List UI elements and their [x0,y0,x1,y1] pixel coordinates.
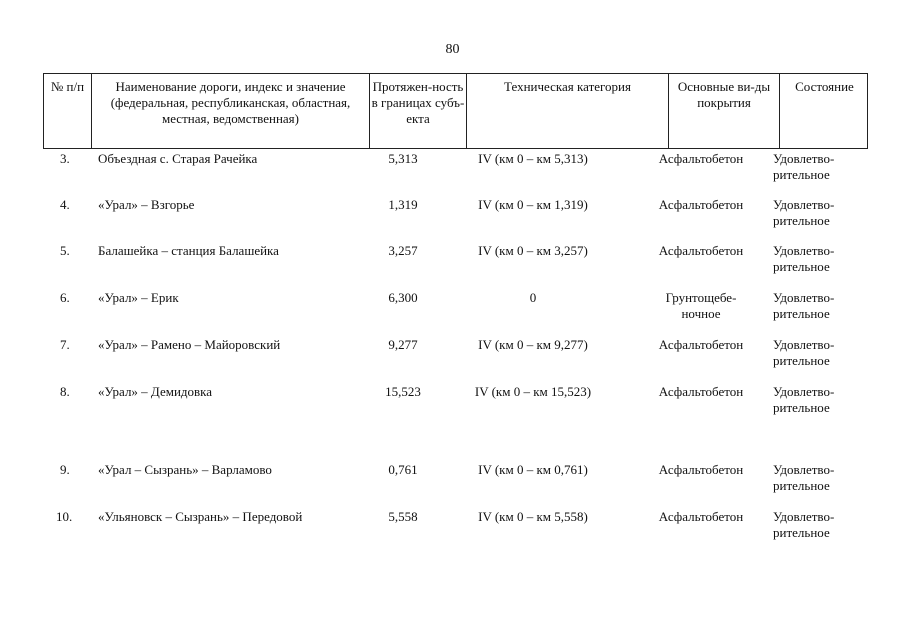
row-coverage: Асфальтобетон [658,462,744,477]
row-length: 6,300 [388,290,418,305]
row-state: Удовлетво-рительное [773,151,835,182]
row-name: Балашейка – станция Балашейка [98,243,279,258]
row-coverage: Асфальтобетон [658,509,744,524]
row-state: Удовлетво-рительное [773,384,835,415]
header-num: № п/п [50,79,85,94]
row-name: Объездная с. Старая Рачейка [98,151,258,166]
row-state: Удовлетво-рительное [773,243,835,274]
row-length: 0,761 [388,462,418,477]
header-state: Состояние [779,74,869,148]
row-coverage: Асфальтобетон [658,384,744,399]
table-row [43,151,868,191]
row-name: «Урал» – Взгорье [98,197,195,212]
row-coverage: Асфальтобетон [658,337,744,352]
page-number: 80 [445,42,460,57]
row-length: 3,257 [388,243,418,258]
row-name: «Ульяновск – Сызрань» – Передовой [98,509,303,524]
row-category: IV (км 0 – км 0,761) [478,462,588,477]
row-num: 7. [60,337,70,352]
table-row [43,197,868,237]
row-category: IV (км 0 – км 9,277) [478,337,588,352]
row-name: «Урал» – Рамено – Майоровский [98,337,281,352]
table-header [43,73,868,149]
header-name: Наименование дороги, индекс и значение (федеральная, республиканская, областная, местная, ведомственная) [91,74,369,148]
row-num: 5. [60,243,70,258]
row-state: Удовлетво-рительное [773,197,835,228]
table-row [43,290,868,330]
row-state: Удовлетво-рительное [773,290,835,321]
row-state: Удовлетво-рительное [773,509,835,540]
row-coverage: Грунтощебе-ночное [665,290,737,321]
row-category: 0 [529,290,537,305]
row-length: 5,558 [388,509,418,524]
row-name: «Урал» – Демидовка [98,384,213,399]
row-num: 3. [60,151,70,166]
row-num: 9. [60,462,70,477]
row-category: IV (км 0 – км 5,558) [478,509,588,524]
row-category: IV (км 0 – км 15,523) [474,384,592,399]
row-coverage: Асфальтобетон [658,243,744,258]
row-num: 10. [56,509,73,524]
row-length: 15,523 [385,384,421,399]
row-length: 9,277 [388,337,418,352]
row-num: 4. [60,197,70,212]
row-state: Удовлетво-рительное [773,462,835,493]
row-state: Удовлетво-рительное [773,337,835,368]
table-row [43,509,868,549]
row-name: «Урал – Сызрань» – Варламово [98,462,272,477]
roads-table [43,73,868,540]
header-length: Протяжен-ность в границах субъ-екта [369,74,466,148]
table-row [43,337,868,377]
row-length: 1,319 [388,197,418,212]
row-name: «Урал» – Ерик [98,290,179,305]
row-length: 5,313 [388,151,418,166]
header-category: Техническая категория [466,74,668,148]
table-row [43,462,868,502]
row-num: 8. [60,384,70,399]
header-coverage: Основные ви-ды покрытия [668,74,779,148]
row-category: IV (км 0 – км 3,257) [478,243,588,258]
table-row [43,243,868,283]
row-category: IV (км 0 – км 1,319) [478,197,588,212]
table-row [43,384,868,424]
row-coverage: Асфальтобетон [658,197,744,212]
row-category: IV (км 0 – км 5,313) [478,151,588,166]
row-num: 6. [60,290,70,305]
row-coverage: Асфальтобетон [658,151,744,166]
